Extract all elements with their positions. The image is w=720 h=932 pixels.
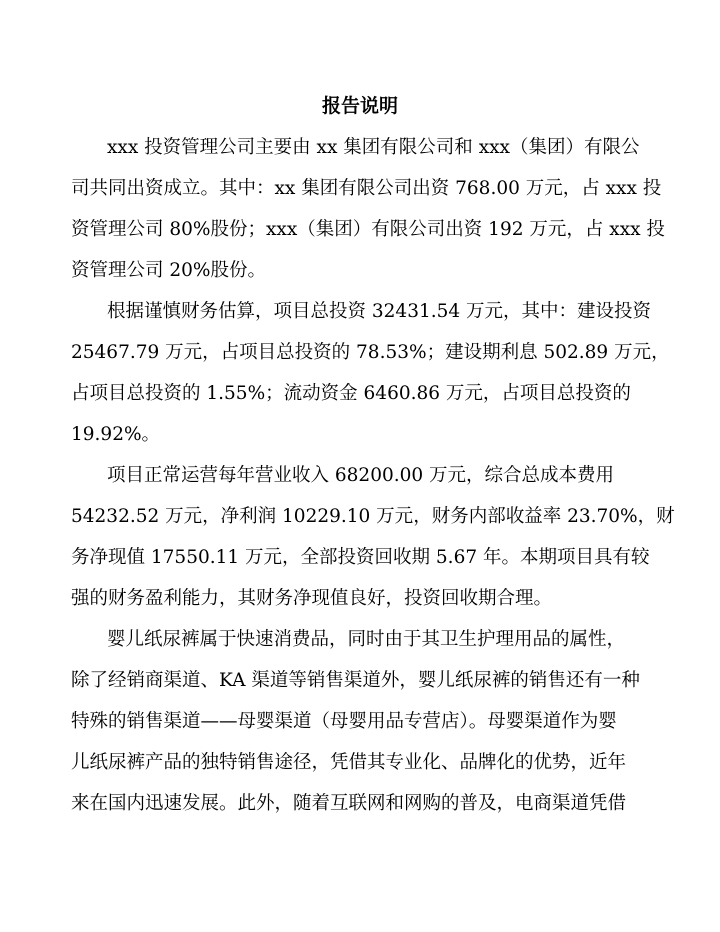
paragraph-4-line-4: 儿纸尿裤产品的独特销售途径，凭借其专业化、品牌化的优势，近年 — [71, 752, 627, 773]
paragraph-2-line-2: 25467.79 万元，占项目总投资的 78.53%；建设期利息 502.89 万元， — [71, 342, 670, 363]
paragraph-1-line-3: 资管理公司 80%股份；xxx（集团）有限公司出资 192 万元，占 xxx 投 — [71, 219, 665, 240]
paragraph-1-line-2: 司共同出资成立。其中：xx 集团有限公司出资 768.00 万元，占 xxx 投 — [71, 178, 662, 199]
paragraph-2-line-4: 19.92%。 — [71, 424, 161, 445]
document-title: 报告说明 — [321, 95, 398, 117]
paragraph-3-line-1: 项目正常运营每年营业收入 68200.00 万元，综合总成本费用 — [107, 465, 615, 486]
paragraph-4-line-5: 来在国内迅速发展。此外，随着互联网和网购的普及，电商渠道凭借 — [71, 793, 627, 814]
paragraph-1-line-1: xxx 投资管理公司主要由 xx 集团有限公司和 xxx（集团）有限公 — [107, 137, 640, 158]
paragraph-3-line-4: 强的财务盈利能力，其财务净现值良好，投资回收期合理。 — [71, 588, 553, 609]
paragraph-3-line-3: 务净现值 17550.11 万元，全部投资回收期 5.67 年。本期项目具有较 — [71, 547, 650, 568]
paragraph-4-line-3: 特殊的销售渠道——母婴渠道（母婴用品专营店）。母婴渠道作为婴 — [71, 711, 617, 732]
paragraph-2-line-3: 占项目总投资的 1.55%；流动资金 6460.86 万元，占项目总投资的 — [71, 383, 631, 404]
paragraph-3-line-2: 54232.52 万元，净利润 10229.10 万元，财务内部收益率 23.70%，财 — [71, 506, 675, 527]
paragraph-1-line-4: 资管理公司 20%股份。 — [71, 260, 267, 281]
paragraph-4-line-1: 婴儿纸尿裤属于快速消费品，同时由于其卫生护理用品的属性， — [107, 629, 626, 650]
paragraph-2-line-1: 根据谨慎财务估算，项目总投资 32431.54 万元，其中：建设投资 — [107, 301, 652, 322]
paragraph-4-line-2: 除了经销商渠道、KA 渠道等销售渠道外，婴儿纸尿裤的销售还有一种 — [71, 670, 640, 691]
